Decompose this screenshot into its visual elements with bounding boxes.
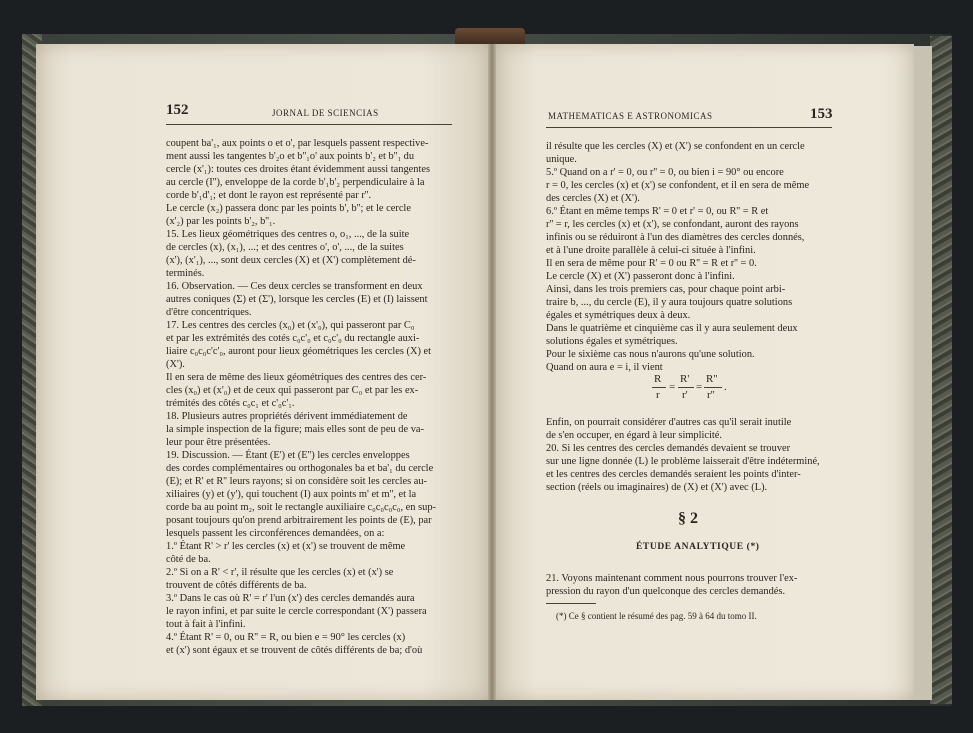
text-line: traire b, ..., du cercle (E), il y aura toujours quatre solutions	[546, 297, 793, 308]
text-line: 3.º Dans le cas où R' = r' l'un (x') des cercles demandés aura	[166, 593, 415, 604]
text-line: lesquels passent les circonférences demandées, on a:	[166, 528, 385, 539]
footnote: (*) Ce § contient le résumé des pag. 59 à 64 du tomo II.	[556, 611, 757, 621]
text-line: (X').	[166, 359, 185, 370]
text-line: Dans le quatrième et cinquième cas il y aura seulement deux	[546, 323, 798, 334]
text-line: d'être concentriques.	[166, 307, 252, 318]
eq-denominator-3: r''	[707, 389, 715, 401]
text-line: le rayon infini, et par suite le cercle correspondant (X') passera	[166, 606, 427, 617]
text-line: leur pour être présentées.	[166, 437, 271, 448]
eq-denominator-2: r'	[682, 389, 688, 401]
text-line: tout à fait à l'infini.	[166, 619, 246, 630]
text-line: côté de ba.	[166, 554, 211, 565]
text-line: 15. Les lieux géométriques des centres o, o₁, ..., de la suite	[166, 229, 410, 240]
left-header-rule	[166, 124, 452, 125]
right-header-rule	[546, 127, 832, 128]
text-line: coupent ba'₁, aux points o et o', par lesquels passent respective-	[166, 138, 429, 149]
text-line: terminés.	[166, 268, 205, 279]
text-line: sur une ligne donnée (L) le problème laisserait d'être indéterminé,	[546, 456, 820, 467]
right-page-number: 153	[810, 106, 833, 122]
text-line: et les centres des cercles demandés seraient les points d'inter-	[546, 469, 801, 480]
eq-equals-2: =	[696, 381, 703, 393]
text-line: 2.º Si on a R' < r', il résulte que les cercles (x) et (x') se	[166, 567, 394, 578]
text-line: Il en sera de même pour R' = 0 ou R'' = R et r'' = 0.	[546, 258, 757, 269]
marbled-edge-right	[930, 36, 952, 704]
text-line: 5.º Quand on a r' = 0, ou r'' = 0, ou bien i = 90° ou encore	[546, 167, 784, 178]
text-line: pression du rayon d'un quelconque des cercles demandés.	[546, 586, 786, 597]
book-gutter	[488, 44, 496, 700]
text-line: autres coniques (Σ) et (Σ'), lorsque les cercles (E) et (I) laissent	[166, 294, 428, 305]
left-page-body	[166, 137, 456, 657]
text-line: infinis ou se réduiront à l'un des diamètres des cercles donnés,	[546, 232, 805, 243]
left-running-header: JORNAL DE SCIENCIAS	[272, 108, 379, 118]
text-line: 20. Si les centres des cercles demandés devaient se trouver	[546, 443, 791, 454]
right-page-body-bottom	[546, 572, 836, 598]
text-line: liaire c₀c₀c'c'₀, auront pour lieux géométriques les cercles (X) et	[166, 346, 432, 357]
text-line: 16. Observation. — Ces deux cercles se transforment en deux	[166, 281, 423, 292]
text-line: de cercles (x), (x₁), ...; et des centres o', o', ..., de la suites	[166, 242, 404, 253]
text-line: de s'en occuper, en égard à leur simplicité.	[546, 430, 723, 441]
eq-bar-3	[704, 387, 722, 388]
text-line: 18. Plusieurs autres propriétés dérivent immédiatement de	[166, 411, 408, 422]
text-line: (E); et R' et R'' leurs rayons; si on considère soit les cercles au-	[166, 476, 427, 487]
eq-equals-1: =	[669, 381, 676, 393]
text-line: Ainsi, dans les trois premiers cas, pour chaque point arbi-	[546, 284, 786, 295]
right-running-header: MATHEMATICAS E ASTRONOMICAS	[548, 111, 713, 121]
section-mark: § 2	[678, 510, 698, 527]
text-line: Il en sera de même des lieux géométriques des centres des cer-	[166, 372, 427, 383]
text-line: Le cercle (x₂) passera donc par les points b', b''; et le cercle	[166, 203, 411, 214]
text-line: Quand on aura e = i, il vient	[546, 362, 663, 373]
eq-denominator-1: r	[656, 389, 660, 401]
eq-numerator-2: R'	[680, 373, 690, 385]
text-line: xiliaires (y) et (y'), qui touchent (I) aux points m' et m'', et la	[166, 489, 417, 500]
right-page-body-mid	[546, 416, 836, 494]
text-line: il résulte que les cercles (X) et (X') se confondent en un cercle	[546, 141, 805, 152]
text-line: et (x') sont égaux et se trouvent de côtés différents de ba; d'où	[166, 645, 423, 656]
text-line: 6.º Étant en même temps R' = 0 et r' = 0, ou R'' = R et	[546, 206, 769, 217]
text-line: trémités des côtés c₀c₁ et c'₀c'₁.	[166, 398, 295, 409]
section-subheading: ÉTUDE ANALYTIQUE (*)	[636, 542, 760, 552]
footnote-rule	[546, 603, 596, 604]
text-line: cles (x₀) et (x'₀) et de ceux qui passeront par C₀ et par les ex-	[166, 385, 419, 396]
text-line: Enfin, on pourrait considérer d'autres cas qu'il serait inutile	[546, 417, 792, 428]
text-line: unique.	[546, 154, 577, 165]
text-line: égales et symétriques deux à deux.	[546, 310, 691, 321]
eq-bar-1	[652, 387, 666, 388]
eq-numerator-1: R	[654, 373, 662, 385]
text-line: 21. Voyons maintenant comment nous pourrons trouver l'ex-	[546, 573, 798, 584]
text-line: trouvent de côtés différents de ba.	[166, 580, 307, 591]
eq-numerator-3: R''	[706, 373, 718, 385]
text-line: au cercle (I''), enveloppe de la corde b'₁b'₂ perpendiculaire à la	[166, 177, 425, 188]
text-line: et à l'une droite parallèle à celui-ci située à l'infini.	[546, 245, 756, 256]
text-line: 17. Les centres des cercles (x₀) et (x'₀), qui passeront par C₀	[166, 320, 415, 331]
text-line: corde ba au point m₂, soit le rectangle auxiliaire c₀c₀c₀c₀, en sup-	[166, 502, 436, 513]
text-line: 4.º Étant R' = 0, ou R'' = R, ou bien e = 90° les cercles (x)	[166, 632, 406, 643]
text-line: cercle (x'₁): toutes ces droites étant évidemment aussi tangentes	[166, 164, 431, 175]
text-line: Pour le sixième cas nous n'aurons qu'une solution.	[546, 349, 755, 360]
eq-bar-2	[678, 387, 694, 388]
text-line: (x'), (x'₁), ..., sont deux cercles (X) et (X') complètement dé-	[166, 255, 416, 266]
text-line: r = 0, les cercles (x) et (x') se confondent, et il en sera de même	[546, 180, 810, 191]
text-line: la simple inspection de la figure; mais elles sont de peu de va-	[166, 424, 424, 435]
text-line: des cercles (X) et (X').	[546, 193, 640, 204]
text-line: Le cercle (X) et (X') passeront donc à l'infini.	[546, 271, 735, 282]
text-line: ment aussi les tangentes b'₂o et b''₁o' aux points b'₂ et b''₁ du	[166, 151, 415, 162]
left-page-number: 152	[166, 102, 189, 118]
text-line: 1.º Étant R' > r' les cercles (x) et (x') se trouvent de même	[166, 541, 406, 552]
text-line: 19. Discussion. — Étant (E') et (E'') les cercles enveloppes	[166, 450, 410, 461]
text-line: et par les extrémités des cotés c₀c'₀ et c₀c'₀ du rectangle auxi-	[166, 333, 420, 344]
text-line: r'' = r, les cercles (x) et (x'), se confondant, auront des rayons	[546, 219, 799, 230]
text-line: corde b'₁d'₁; et dont le rayon est représenté par r''.	[166, 190, 372, 201]
eq-period: .	[724, 381, 727, 393]
text-line: section (réels ou imaginaires) de (X) et (X') avec (L).	[546, 482, 768, 493]
text-line: (x'₂) par les points b'₂, b''₁.	[166, 216, 276, 227]
text-line: posant toujours qu'on prend arbitrairement les points de (E), par	[166, 515, 432, 526]
text-line: des cordes complémentaires ou orthogonales ba et ba'₁ du cercle	[166, 463, 434, 474]
right-page-body-top	[546, 140, 836, 374]
text-line: solutions égales et symétriques.	[546, 336, 678, 347]
